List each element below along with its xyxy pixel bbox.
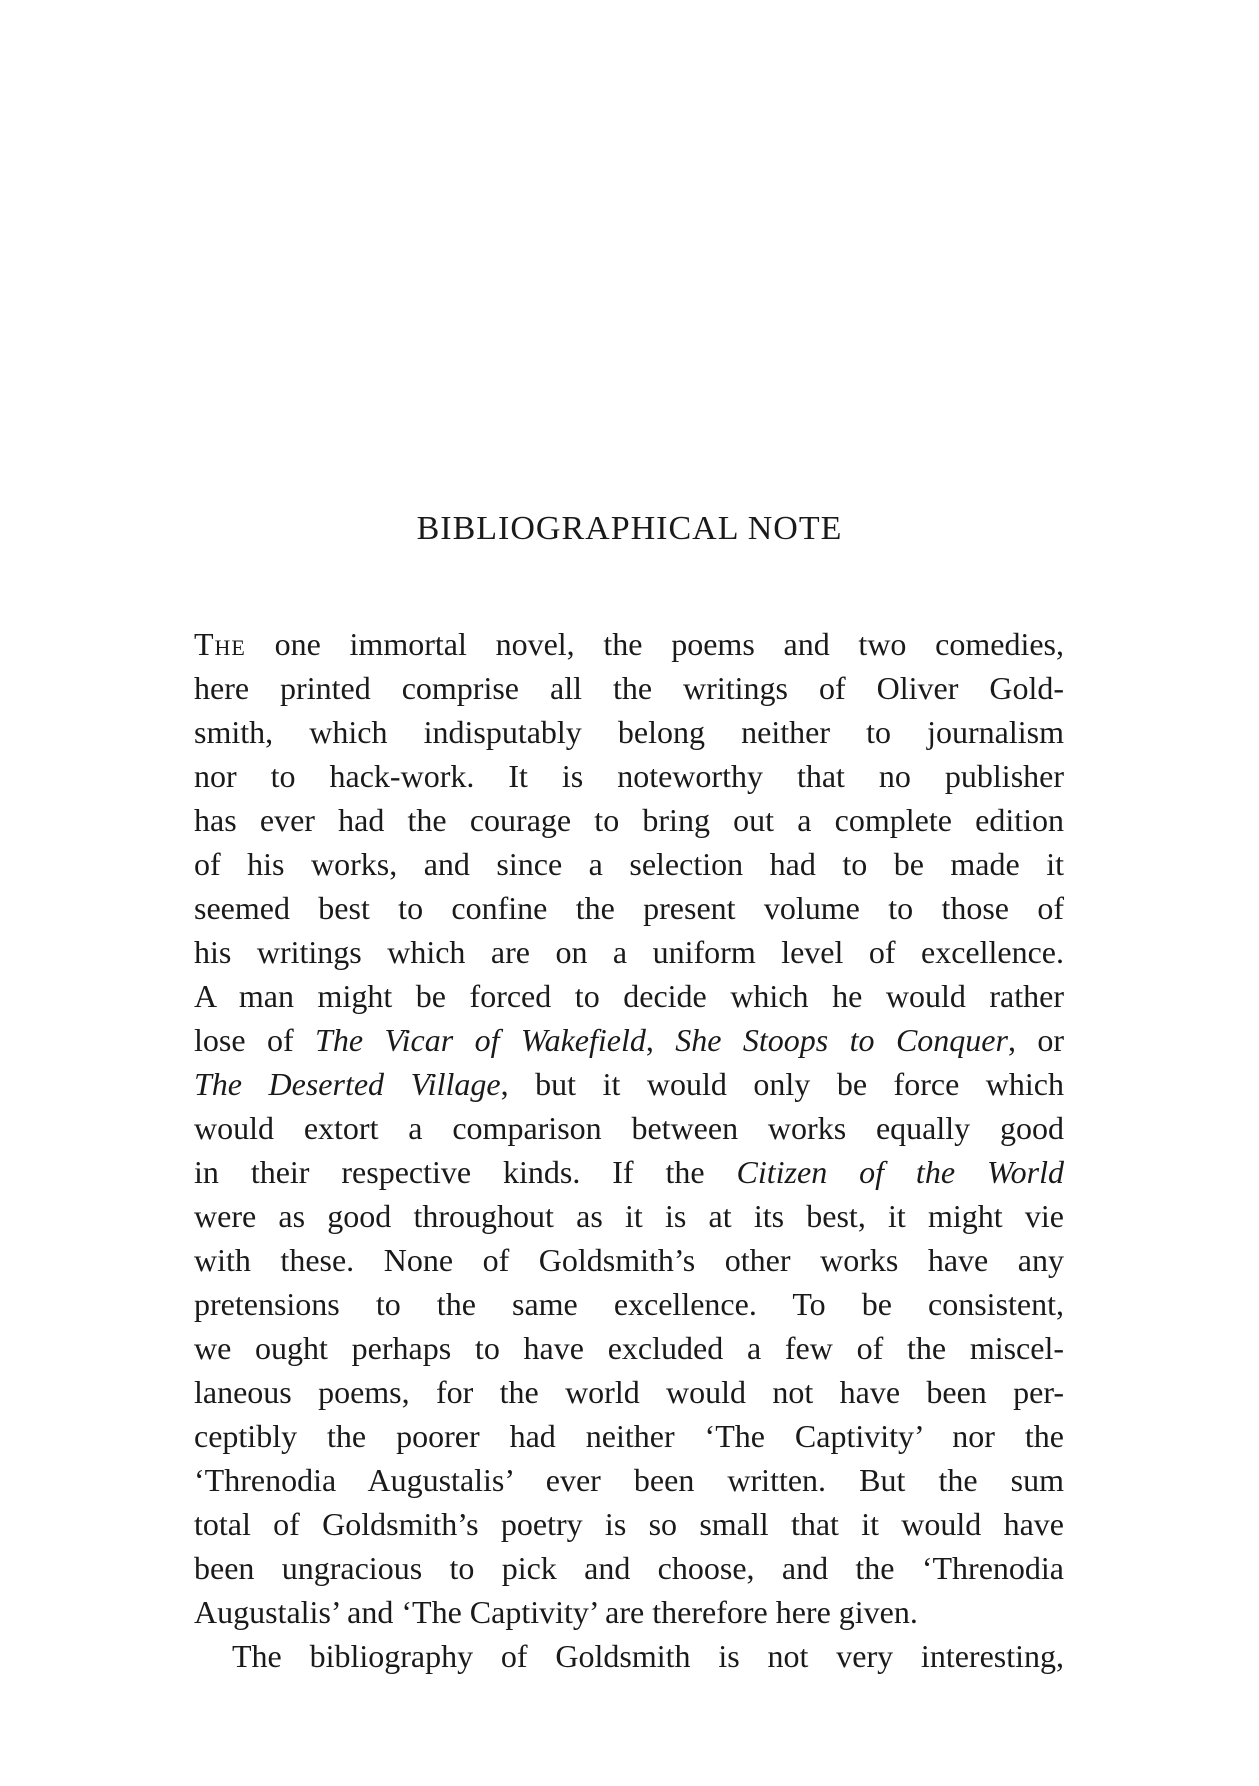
text-line: total of Goldsmith’s poetry is so small that it would have (194, 1506, 1064, 1542)
text-span: in their respective kinds. If the (194, 1154, 737, 1190)
text-line: been ungracious to pick and choose, and the ‘Threnodia (194, 1550, 1064, 1586)
text-line: ceptibly the poorer had neither ‘The Captivity’ nor the (194, 1418, 1064, 1454)
drop-small-caps: The (194, 626, 246, 662)
text-line: nor to hack-work. It is noteworthy that no publisher (194, 758, 1064, 794)
text-line (194, 1062, 1064, 1106)
text-line: his writings which are on a uniform level of excellence. (194, 934, 1064, 970)
text-line: were as good throughout as it is at its best, it might vie (194, 1198, 1064, 1234)
text-span: , or (1007, 1022, 1065, 1058)
text-span: lose of (194, 1022, 316, 1058)
title-deserted-village: The Deserted Village (194, 1066, 501, 1102)
text-line: pretensions to the same excellence. To be consistent, (194, 1286, 1064, 1322)
text-span: one immortal novel, the poems and two comedies, (245, 626, 1064, 662)
page-title: BIBLIOGRAPHICAL NOTE (416, 510, 843, 547)
text-line (194, 1018, 1064, 1062)
text-line: would extort a comparison between works equally good (194, 1110, 1064, 1146)
text-line: here printed comprise all the writings of Oliver Gold- (194, 670, 1064, 706)
text-line: with these. None of Goldsmith’s other works have any (194, 1242, 1064, 1278)
text-line: laneous poems, for the world would not have been per- (194, 1374, 1064, 1410)
text-line: The bibliography of Goldsmith is not very interesting, (232, 1638, 1064, 1674)
text-line: has ever had the courage to bring out a complete edition (194, 802, 1064, 838)
text-span: , (645, 1022, 676, 1058)
text-line: seemed best to confine the present volume to those of (194, 890, 1064, 926)
text-line: we ought perhaps to have excluded a few of the miscel- (194, 1330, 1064, 1366)
text-line (194, 1150, 1064, 1194)
title-vicar-of-wakefield: The Vicar of Wakefield (315, 1022, 646, 1058)
text-line: A man might be forced to decide which he would rather (194, 978, 1064, 1014)
text-line: of his works, and since a selection had to be made it (194, 846, 1064, 882)
text-line: ‘Threnodia Augustalis’ ever been written. But the sum (194, 1462, 1064, 1498)
text-line (194, 622, 1064, 666)
text-line: Augustalis’ and ‘The Captivity’ are therefore here given. (194, 1594, 918, 1630)
text-line: smith, which indisputably belong neither to journalism (194, 714, 1064, 750)
text-span: , but it would only be force which (500, 1066, 1065, 1102)
title-citizen-of-the-world: Citizen of the World (736, 1154, 1064, 1190)
body-text (194, 622, 1064, 1678)
title-she-stoops-to-conquer: She Stoops to Conquer (675, 1022, 1008, 1058)
